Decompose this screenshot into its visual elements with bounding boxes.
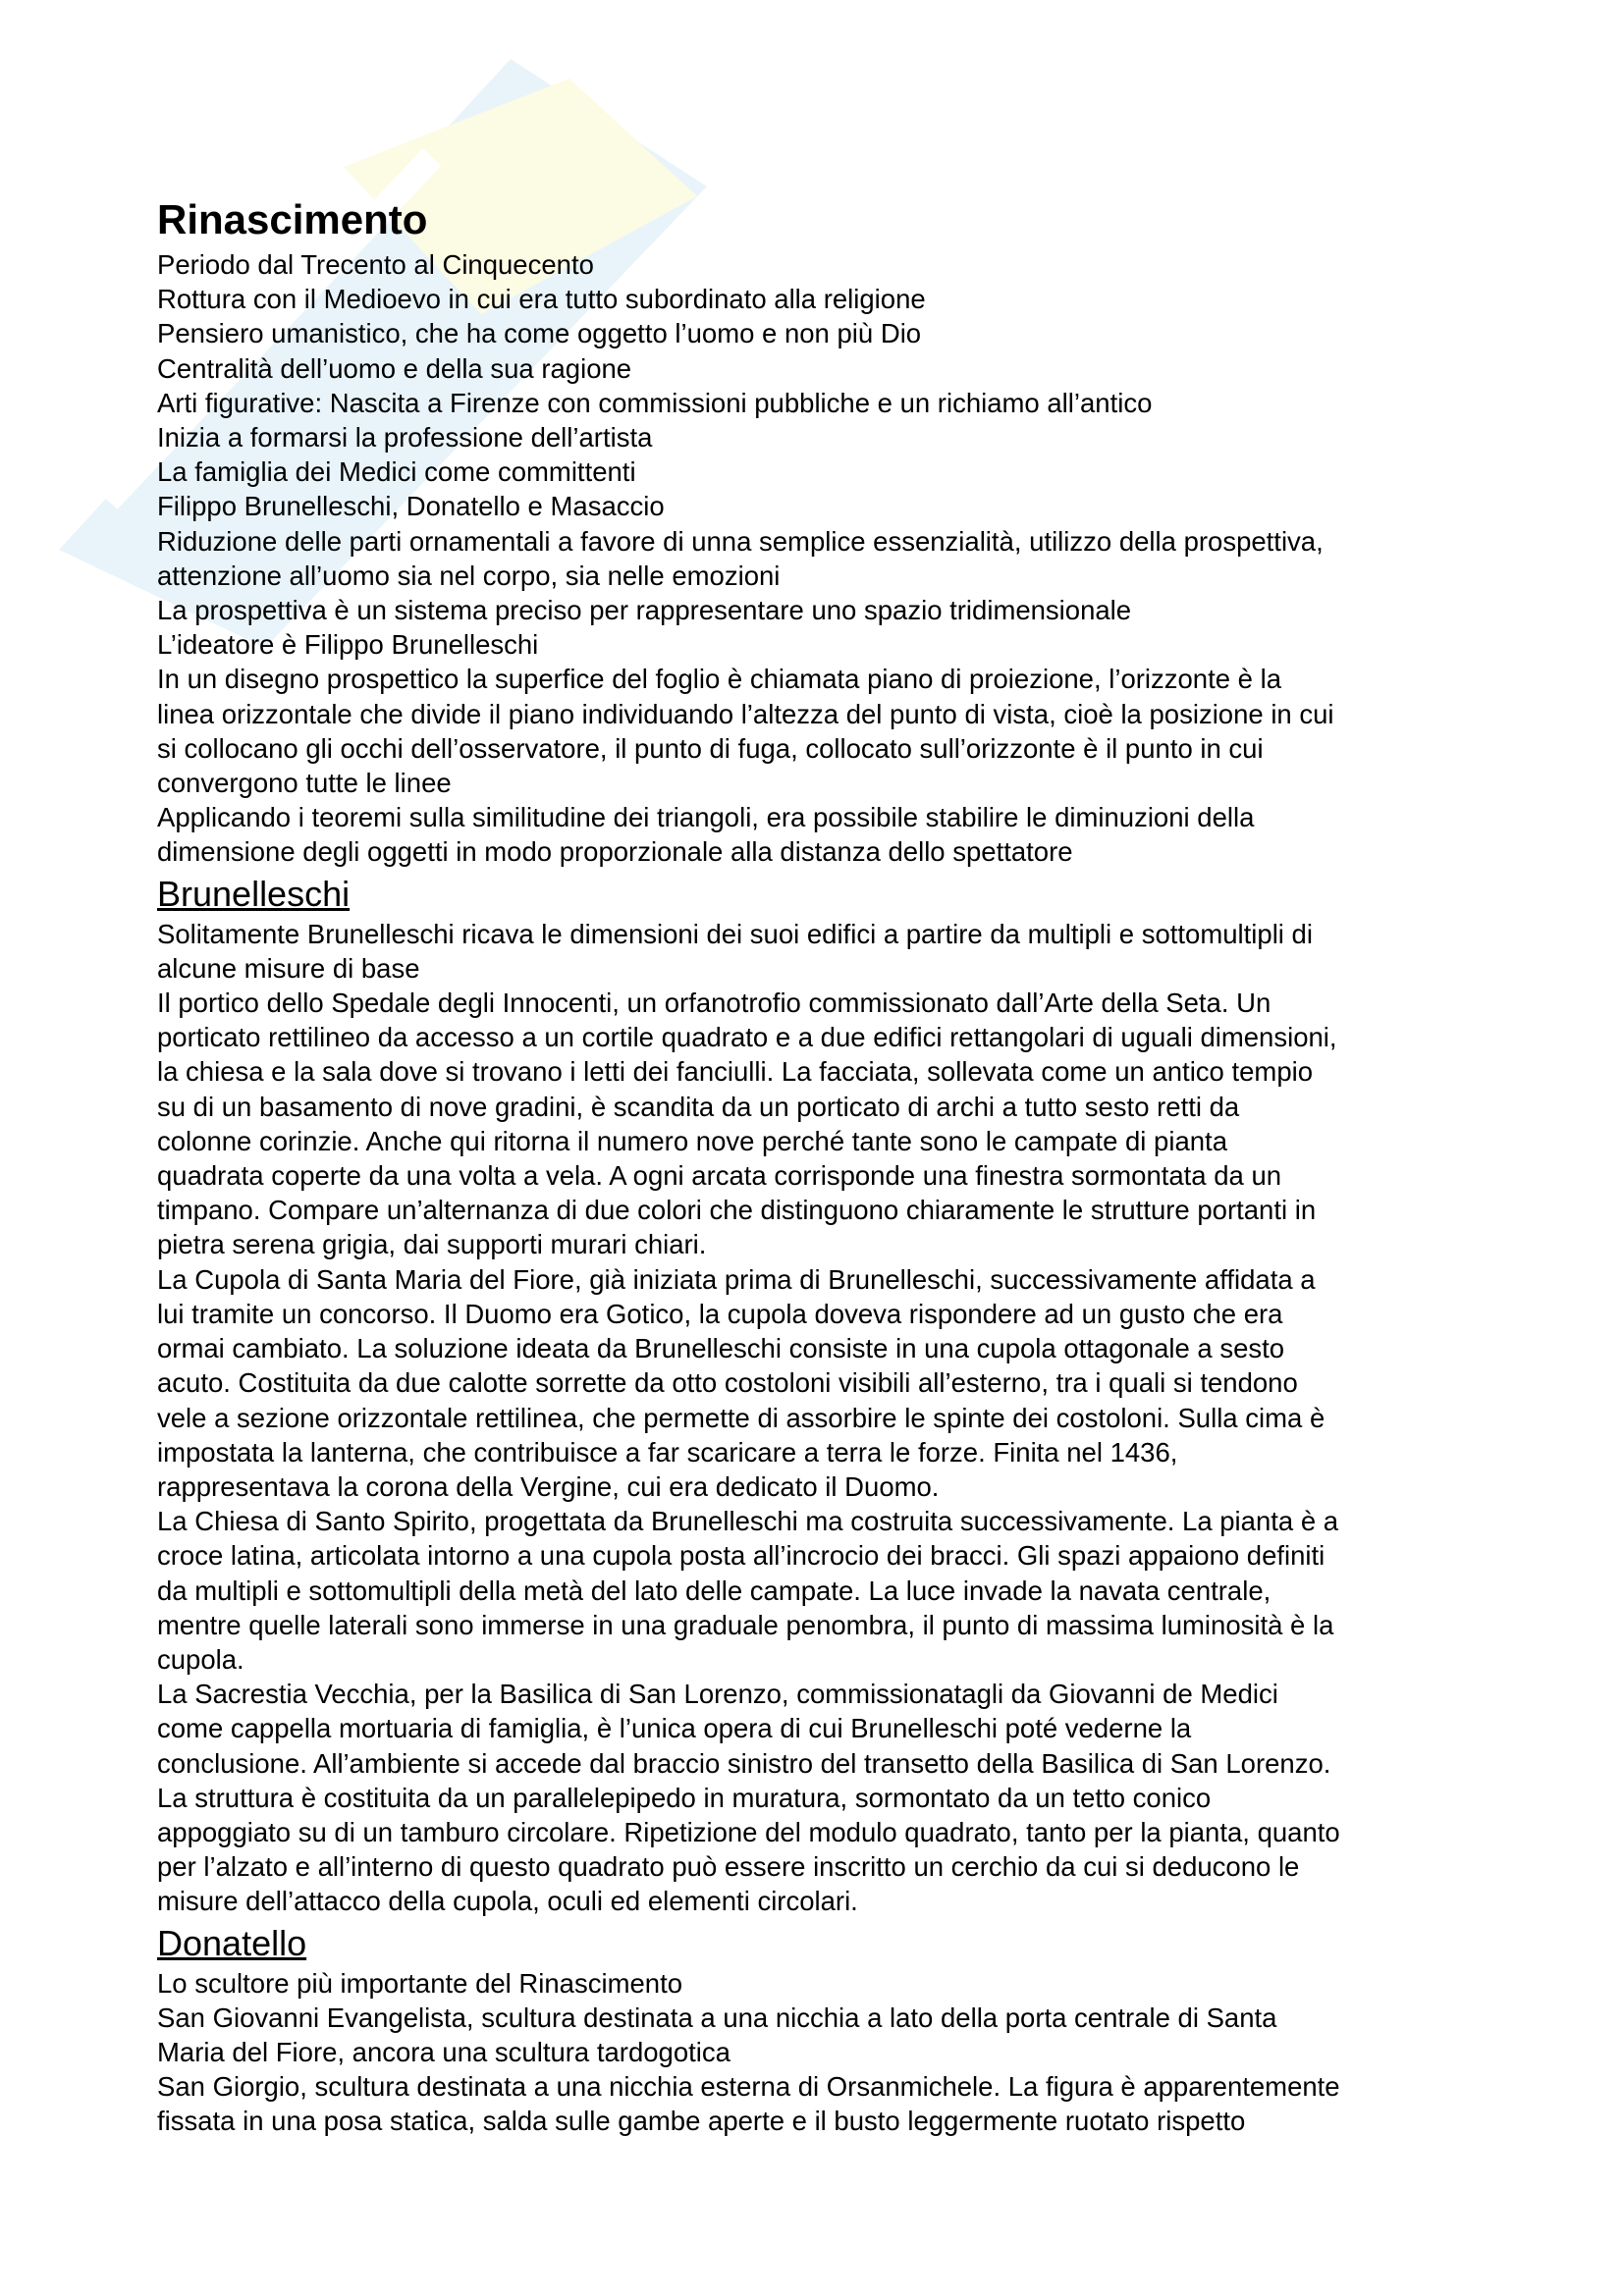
text-line: misure dell’attacco della cupola, oculi ed elementi circolari. — [157, 1886, 858, 1917]
section-brunelleschi — [157, 872, 1492, 1919]
text-line: come cappella mortuaria di famiglia, è l’unica opera di cui Brunelleschi poté vederne la — [157, 1713, 1192, 1744]
text-line: L’ideatore è Filippo Brunelleschi — [157, 629, 539, 661]
text-line: Lo scultore più importante del Rinascimento — [157, 1967, 683, 1999]
text-line: Maria del Fiore, ancora una scultura tardogotica — [157, 2036, 730, 2067]
text-line: quadrata coperte da una volta a vela. A ogni arcata corrisponde una finestra sormontata da un — [157, 1160, 1282, 1192]
text-line: su di un basamento di nove gradini, è scandita da un porticato di archi a tutto sesto retti da — [157, 1091, 1240, 1122]
text-line: dimensione degli oggetti in modo proporzionale alla distanza dello spettatore — [157, 836, 1073, 868]
text-line: Pensiero umanistico, che ha come oggetto l’uomo e non più Dio — [157, 318, 922, 349]
text-line: da multipli e sottomultipli della metà del lato delle campate. La luce invade la navata centrale, — [157, 1575, 1271, 1606]
text-line: Periodo dal Trecento al Cinquecento — [157, 249, 594, 280]
text-line: ormai cambiato. La soluzione ideata da Brunelleschi consiste in una cupola ottagonale a sesto — [157, 1333, 1285, 1364]
text-line: Arti figurative: Nascita a Firenze con commissioni pubbliche e un richiamo all’antico — [157, 387, 1153, 418]
document-page — [157, 192, 1492, 2139]
text-line: In un disegno prospettico la superfice del foglio è chiamata piano di proiezione, l’orizzonte è la — [157, 664, 1282, 695]
text-line: La prospettiva è un sistema preciso per rappresentare uno spazio tridimensionale — [157, 595, 1132, 626]
section-heading: Donatello — [157, 1922, 307, 1963]
text-line: convergono tutte le linee — [157, 768, 452, 799]
text-line: fissata in una posa statica, salda sulle gambe aperte e il busto leggermente ruotato rispetto — [157, 2106, 1246, 2137]
intro-block — [157, 247, 1492, 870]
text-line: La struttura è costituita da un parallelepipedo in muratura, sormontato da un tetto conico — [157, 1782, 1212, 1813]
text-line: alcune misure di base — [157, 952, 420, 984]
text-line: per l’alzato e all’interno di questo quadrato può essere inscritto un cerchio da cui si deducono le — [157, 1851, 1300, 1883]
text-line: pietra serena grigia, dai supporti murari chiari. — [157, 1229, 707, 1260]
text-line: colonne corinzie. Anche qui ritorna il numero nove perché tante sono le campate di pianta — [157, 1125, 1227, 1156]
text-line: La Cupola di Santa Maria del Fiore, già iniziata prima di Brunelleschi, successivamente affidata a — [157, 1263, 1316, 1295]
text-line: linea orizzontale che divide il piano individuando l’altezza del punto di vista, cioè la posizione in cui — [157, 698, 1334, 729]
text-line: rappresentava la corona della Vergine, cui era dedicato il Duomo. — [157, 1470, 940, 1502]
section-heading: Brunelleschi — [157, 873, 351, 914]
text-line: porticato rettilineo da accesso a un cortile quadrato e a due edifici rettangolari di uguali dimensioni, — [157, 1022, 1337, 1053]
text-line: Rottura con il Medioevo in cui era tutto subordinato alla religione — [157, 284, 926, 315]
section-donatello — [157, 1921, 1492, 2139]
text-line: la chiesa e la sala dove si trovano i letti dei fanciulli. La facciata, sollevata come un antico tempio — [157, 1056, 1314, 1088]
text-line: impostata la lanterna, che contribuisce a far scaricare a terra le forze. Finita nel 1436, — [157, 1436, 1178, 1468]
text-line: La famiglia dei Medici come committenti — [157, 456, 636, 488]
text-line: Solitamente Brunelleschi ricava le dimensioni dei suoi edifici a partire da multipli e sottomultipli di — [157, 918, 1313, 949]
text-line: conclusione. All’ambiente si accede dal braccio sinistro del transetto della Basilica di San Lorenzo. — [157, 1747, 1331, 1779]
text-line: La Sacrestia Vecchia, per la Basilica di San Lorenzo, commissionatagli da Giovanni de Medici — [157, 1679, 1278, 1710]
text-line: acuto. Costituita da due calotte sorrette da otto costoloni visibili all’esterno, tra i quali si tendono — [157, 1367, 1298, 1399]
text-line: Riduzione delle parti ornamentali a favore di unna semplice essenzialità, utilizzo della prospettiva, — [157, 525, 1324, 557]
page-title: Rinascimento — [157, 196, 428, 242]
text-line: timpano. Compare un’alternanza di due colori che distinguono chiaramente le strutture portanti in — [157, 1195, 1317, 1226]
text-line: Filippo Brunelleschi, Donatello e Masaccio — [157, 491, 665, 522]
text-line: vele a sezione orizzontale rettilinea, che permette di assorbire le spinte dei costoloni. Sulla cima è — [157, 1402, 1325, 1433]
text-line: mentre quelle laterali sono immerse in una graduale penombra, il punto di massima luminosità è la — [157, 1609, 1334, 1640]
text-line: Applicando i teoremi sulla similitudine dei triangoli, era possibile stabilire le diminuzioni della — [157, 802, 1255, 833]
text-line: San Giovanni Evangelista, scultura destinata a una nicchia a lato della porta centrale di Santa — [157, 2002, 1277, 2033]
text-line: San Giorgio, scultura destinata a una nicchia esterna di Orsanmichele. La figura è apparentemente — [157, 2071, 1340, 2103]
text-line: Centralità dell’uomo e della sua ragione — [157, 352, 632, 384]
text-line: cupola. — [157, 1643, 244, 1675]
text-line: croce latina, articolata intorno a una cupola posta all’incrocio dei bracci. Gli spazi appaiono definiti — [157, 1540, 1325, 1572]
text-line: La Chiesa di Santo Spirito, progettata da Brunelleschi ma costruita successivamente. La pianta è a — [157, 1506, 1339, 1537]
text-line: si collocano gli occhi dell’osservatore, il punto di fuga, collocato sull’orizzonte è il punto in cui — [157, 732, 1264, 764]
text-line: appoggiato su di un tamburo circolare. Ripetizione del modulo quadrato, tanto per la pianta, quanto — [157, 1816, 1340, 1847]
text-line: lui tramite un concorso. Il Duomo era Gotico, la cupola doveva rispondere ad un gusto che era — [157, 1298, 1283, 1329]
text-line: Il portico dello Spedale degli Innocenti, un orfanotrofio commissionato dall’Arte della Seta. Un — [157, 988, 1271, 1019]
text-line: Inizia a formarsi la professione dell’artista — [157, 422, 653, 454]
text-line: attenzione all’uomo sia nel corpo, sia nelle emozioni — [157, 560, 781, 591]
